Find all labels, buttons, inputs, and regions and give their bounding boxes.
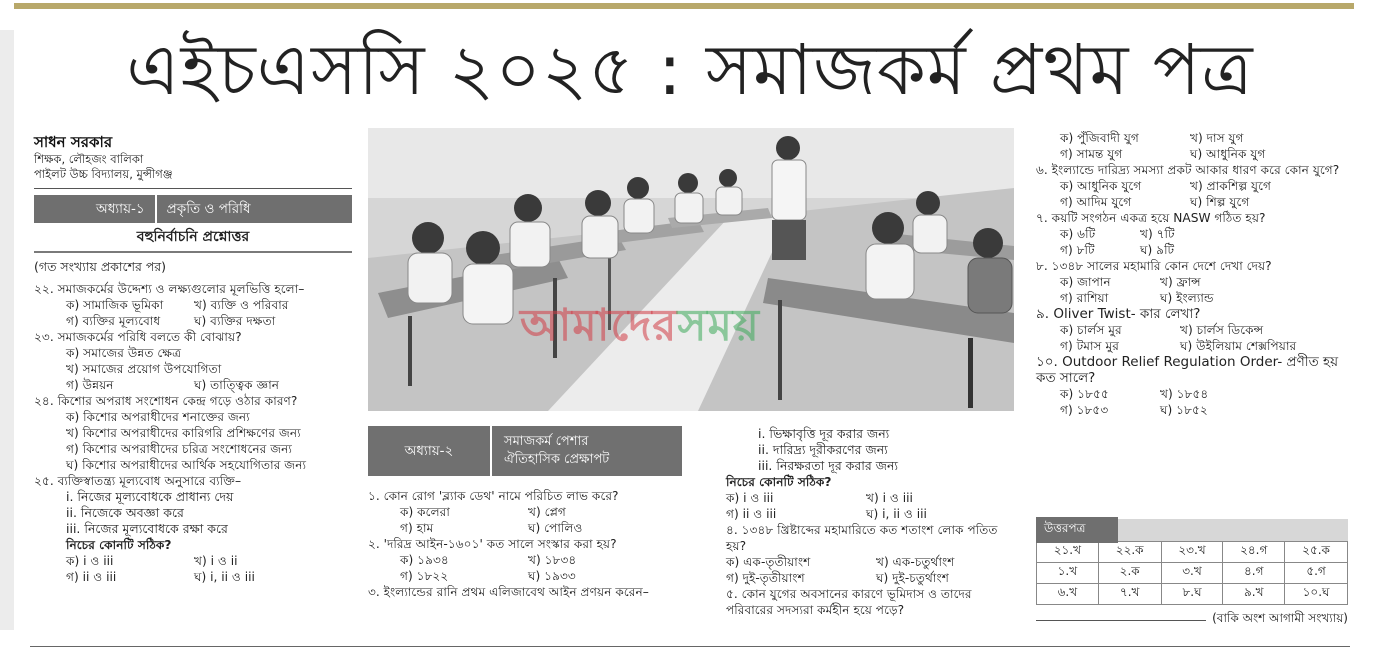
author-school: পাইলট উচ্চ বিদ্যালয়, মুন্সীগঞ্জ [34,167,173,181]
question-text: ১০. Outdoor Relief Regulation Order- প্রণীত হয় কত সালে? [1036,354,1339,386]
option: ঘ) তাত্ত্বিক জ্ঞান [194,378,280,392]
question-c2-7 [1036,210,1348,258]
option: খ) এক-চতুর্থাংশ [876,555,955,569]
question-c2-5 [726,586,1016,617]
option: গ) হাম [400,521,434,535]
answer-sheet-title: উত্তরপত্র [1036,517,1118,543]
chapter-2-title-line1: সমাজকর্ম পেশার [504,434,589,449]
option: ঘ) ১৮৫২ [1160,403,1208,417]
question-text: ২৫. ব্যক্তিস্বাতন্ত্র্য মূল্যবোধ অনুসারে ব্যক্তি– [34,474,242,488]
question-c2-6 [1036,162,1348,210]
question-text: ২৪. কিশোর অপরাধ সংশোধন কেন্দ্র গড়ে ওঠার কারণ? [34,394,298,408]
option: ঘ) উইলিয়াম শেক্সপিয়ার [1180,339,1297,353]
question-25 [34,473,352,585]
option: গ) সামন্ত যুগ [1060,147,1123,161]
option-row [1036,194,1348,210]
option: গ) উন্নয়ন [66,378,114,392]
answer-cell: ৫.গ [1285,563,1348,584]
option: গ) ii ও iii [726,507,777,521]
option: গ) ii ও iii [66,570,117,584]
option-row [34,377,352,393]
option: গ) কিশোর অপরাধীদের চরিত্র সংশোধনের জন্য [66,442,292,456]
option: খ) ফ্রান্স [1160,275,1201,289]
which-correct-prompt: নিচের কোনটি সঠিক? [726,475,832,489]
question-text: ২. 'দরিদ্র আইন-১৬০১' কত সালে সংস্কার করা হয়? [368,537,617,551]
watermark-text-1: আমাদের [520,300,678,351]
answer-cell: ২৫.ক [1285,542,1348,563]
chapter-1-bar [34,195,352,223]
option-row [1036,242,1348,258]
option: গ) ১৮৫৩ [1060,403,1109,417]
question-text: ২২. সমাজকর্মের উদ্দেশ্য ও লক্ষ্যগুলোর মূলভিত্তি হলো– [34,282,305,296]
footer-rule [1036,620,1206,621]
statement: i. ভিক্ষাবৃত্তি দূর করার জন্য [758,426,890,441]
option: ঘ) পোলিও [528,521,583,535]
divider [34,188,352,189]
option: গ) ব্যক্তির মূল্যবোধ [66,314,161,328]
option: ঘ) i, ii ও iii [866,507,927,521]
option-row [1036,338,1348,354]
option: খ) প্লেগ [528,505,566,519]
answer-cell: ২১.খ [1037,542,1099,563]
option: খ) চার্লস ডিকেন্স [1180,323,1264,337]
continued-next-text: (বাকি অংশ আগামী সংখ্যায়) [1212,611,1348,625]
question-text: ৭. কয়টি সংগঠন একত্র হয়ে NASW গঠিত হয়? [1036,211,1266,225]
question-24 [34,393,352,473]
question-c2-9 [1036,306,1348,354]
continued-footer [1036,610,1348,630]
question-text: ৯. Oliver Twist- কার লেখা? [1036,306,1201,322]
answer-cell: ৯.খ [1223,584,1285,605]
answer-sheet-header [1036,519,1348,541]
option-row [1036,178,1348,194]
question-text: ৬. ইংল্যান্ডে দারিদ্র্য সমস্যা প্রকট আকার ধারণ করে কোন যুগে? [1036,163,1340,177]
option-row [726,490,1016,506]
column-3 [726,426,1016,617]
statement: ii. দারিদ্র্য দূরীকরণের জন্য [758,442,888,457]
left-margin-strip [0,30,14,630]
option-row [34,313,352,329]
option: ঘ) দুই-চতুর্থাংশ [876,571,949,585]
answer-cell: ৬.খ [1037,584,1099,605]
question-text: ২৩. সমাজকর্মের পরিধি বলতে কী বোঝায়? [34,330,242,344]
option: ঘ) ১৯৩৩ [528,569,576,583]
question-c2-1 [368,488,686,536]
option: ক) সামাজিক ভূমিকা [66,298,164,312]
option: ঘ) ৯টি [1140,243,1175,257]
option: গ) ১৮২২ [400,569,449,583]
option-row [726,506,1016,522]
option-row [726,570,1016,586]
publisher-watermark [520,292,760,365]
option-row [368,520,686,536]
author-name: সাধন সরকার [34,133,113,151]
option: ক) জাপান [1060,275,1111,289]
chapter-1-title: প্রকৃতি ও পরিধি [166,201,251,217]
option: ক) এক-তৃতীয়াংশ [726,555,811,569]
option: ক) সমাজের উন্নত ক্ষেত্র [66,346,182,360]
question-text: ১. কোন রোগ 'ব্ল্যাক ডেথ' নামে পরিচিত লাভ করে? [368,489,619,503]
option: ক) ৬টি [1060,227,1096,241]
column-1 [34,132,352,585]
option-row [726,554,1016,570]
option: খ) ১৮৩৪ [528,553,577,567]
option-row [368,568,686,584]
chapter-1-label: অধ্যায়-১ [34,195,157,223]
table-row [1037,542,1348,563]
option: গ) রাশিয়া [1060,291,1109,305]
watermark-text-2: সময় [677,300,760,351]
statement: iii. নিজের মূল্যবোধকে রক্ষা করে [66,521,228,536]
statement: iii. নিরক্ষরতা দূর করার জন্য [758,458,899,473]
option: ক) কলেরা [400,505,450,519]
question-c2-4 [726,522,1016,586]
chapter-2-title-line2: ঐতিহাসিক প্রেক্ষাপট [504,452,610,467]
option: ঘ) ব্যক্তির দক্ষতা [194,314,276,328]
answer-cell: ৭.খ [1098,584,1161,605]
answer-cell: ১.খ [1037,563,1099,584]
answer-table [1036,541,1348,605]
answer-cell: ৩.খ [1161,563,1223,584]
answer-cell: ২৩.খ [1161,542,1223,563]
option: ক) ১৯৩৪ [400,553,449,567]
option-row [1036,274,1348,290]
page-headline: এইচএসসি ২০২৫ : সমাজকর্ম প্রথম পত্র [126,29,1254,111]
option: খ) i ও iii [866,491,913,505]
option: ঘ) আধুনিক যুগ [1190,147,1266,161]
option: ক) আধুনিক যুগে [1060,179,1142,193]
top-decorative-rule [14,3,1354,9]
exam-hall-photo [368,128,1014,411]
section-divider [34,251,352,253]
column-2 [368,426,686,600]
bottom-rule [30,646,1350,647]
option: ক) ১৮৫৫ [1060,387,1109,401]
option: গ) ৮টি [1060,243,1095,257]
option-row [1036,402,1348,418]
continued-note: (গত সংখ্যায় প্রকাশের পর) [34,259,167,274]
option-row [1036,322,1348,338]
question-text: ৩. ইংল্যান্ডের রানি প্রথম এলিজাবেথ আইন প্রণয়ন করেন– [368,585,649,599]
option-row [1036,386,1348,402]
statement: ii. নিজেকে অবজ্ঞা করে [66,505,184,520]
question-text: ৪. ১৩৪৮ খ্রিষ্টাব্দের মহামারিতে কত শতাংশ লোক পতিত হয়? [726,523,998,553]
option-row [1036,226,1348,242]
option: খ) ৭টি [1140,227,1175,241]
option: ঘ) ইংল্যান্ড [1160,291,1214,305]
question-c2-2 [368,536,686,584]
option: ক) i ও iii [66,554,114,568]
table-row [1037,584,1348,605]
which-correct-prompt: নিচের কোনটি সঠিক? [66,538,172,552]
option: খ) ১৮৫৪ [1160,387,1209,401]
answer-cell: ১০.ঘ [1285,584,1348,605]
question-text: ৫. কোন যুগের অবসানের কারণে ভূমিদাস ও তাদের পরিবারের সদস্যরা কর্মহীন হয়ে পড়ে? [726,587,972,617]
option: খ) ব্যক্তি ও পরিবার [194,298,289,312]
table-row [1037,563,1348,584]
option-row [1036,146,1348,162]
option: গ) দুই-তৃতীয়াংশ [726,571,805,585]
mcq-section-title: বহুনির্বাচনি প্রশ্নোত্তর [136,229,250,245]
option: ঘ) শিল্প যুগে [1190,195,1250,209]
column-4 [1036,130,1348,418]
question-text: ৮. ১৩৪৮ সালের মহামারি কোন দেশে দেখা দেয়? [1036,259,1272,273]
option: খ) প্রাকশিল্প যুগে [1190,179,1271,193]
question-c2-5-options [1036,130,1348,162]
statement: i. নিজের মূল্যবোধকে প্রাধান্য দেয় [66,489,234,504]
option: খ) দাস যুগ [1190,131,1244,145]
option: ক) পুঁজিবাদী যুগ [1060,131,1139,145]
option: খ) i ও ii [194,554,238,568]
option-row [1036,290,1348,306]
chapter-2-label: অধ্যায়-২ [368,426,492,476]
exam-hall-illustration [368,128,1014,411]
question-22 [34,281,352,329]
answer-sheet [1036,519,1348,605]
option-row [34,569,352,585]
option: ক) i ও iii [726,491,774,505]
option: খ) সমাজের প্রয়োগ উপযোগিতা [66,362,222,376]
option-row [1036,130,1348,146]
answer-cell: ২৪.গ [1223,542,1285,563]
option: খ) কিশোর অপরাধীদের কারিগরি প্রশিক্ষণের জন্য [66,426,301,440]
question-c2-3 [368,584,686,600]
option: ঘ) i, ii ও iii [194,570,255,584]
option: ক) চার্লস মুর [1060,323,1122,337]
answer-cell: ৮.ঘ [1161,584,1223,605]
option-row [34,297,352,313]
option-row [34,553,352,569]
question-c2-8 [1036,258,1348,306]
answer-cell: ২২.ক [1098,542,1161,563]
author-designation: শিক্ষক, লৌহজং বালিকা [34,152,144,166]
option: গ) টমাস মুর [1060,339,1119,353]
option: ঘ) কিশোর অপরাধীদের আর্থিক সহযোগিতার জন্য [66,458,306,472]
option-row [368,552,686,568]
answer-cell: ২.ক [1098,563,1161,584]
question-c2-10 [1036,354,1348,418]
option-row [368,504,686,520]
option: ক) কিশোর অপরাধীদের শনাক্তের জন্য [66,410,250,424]
option: গ) আদিম যুগে [1060,195,1132,209]
answer-cell: ৪.গ [1223,563,1285,584]
question-23 [34,329,352,393]
